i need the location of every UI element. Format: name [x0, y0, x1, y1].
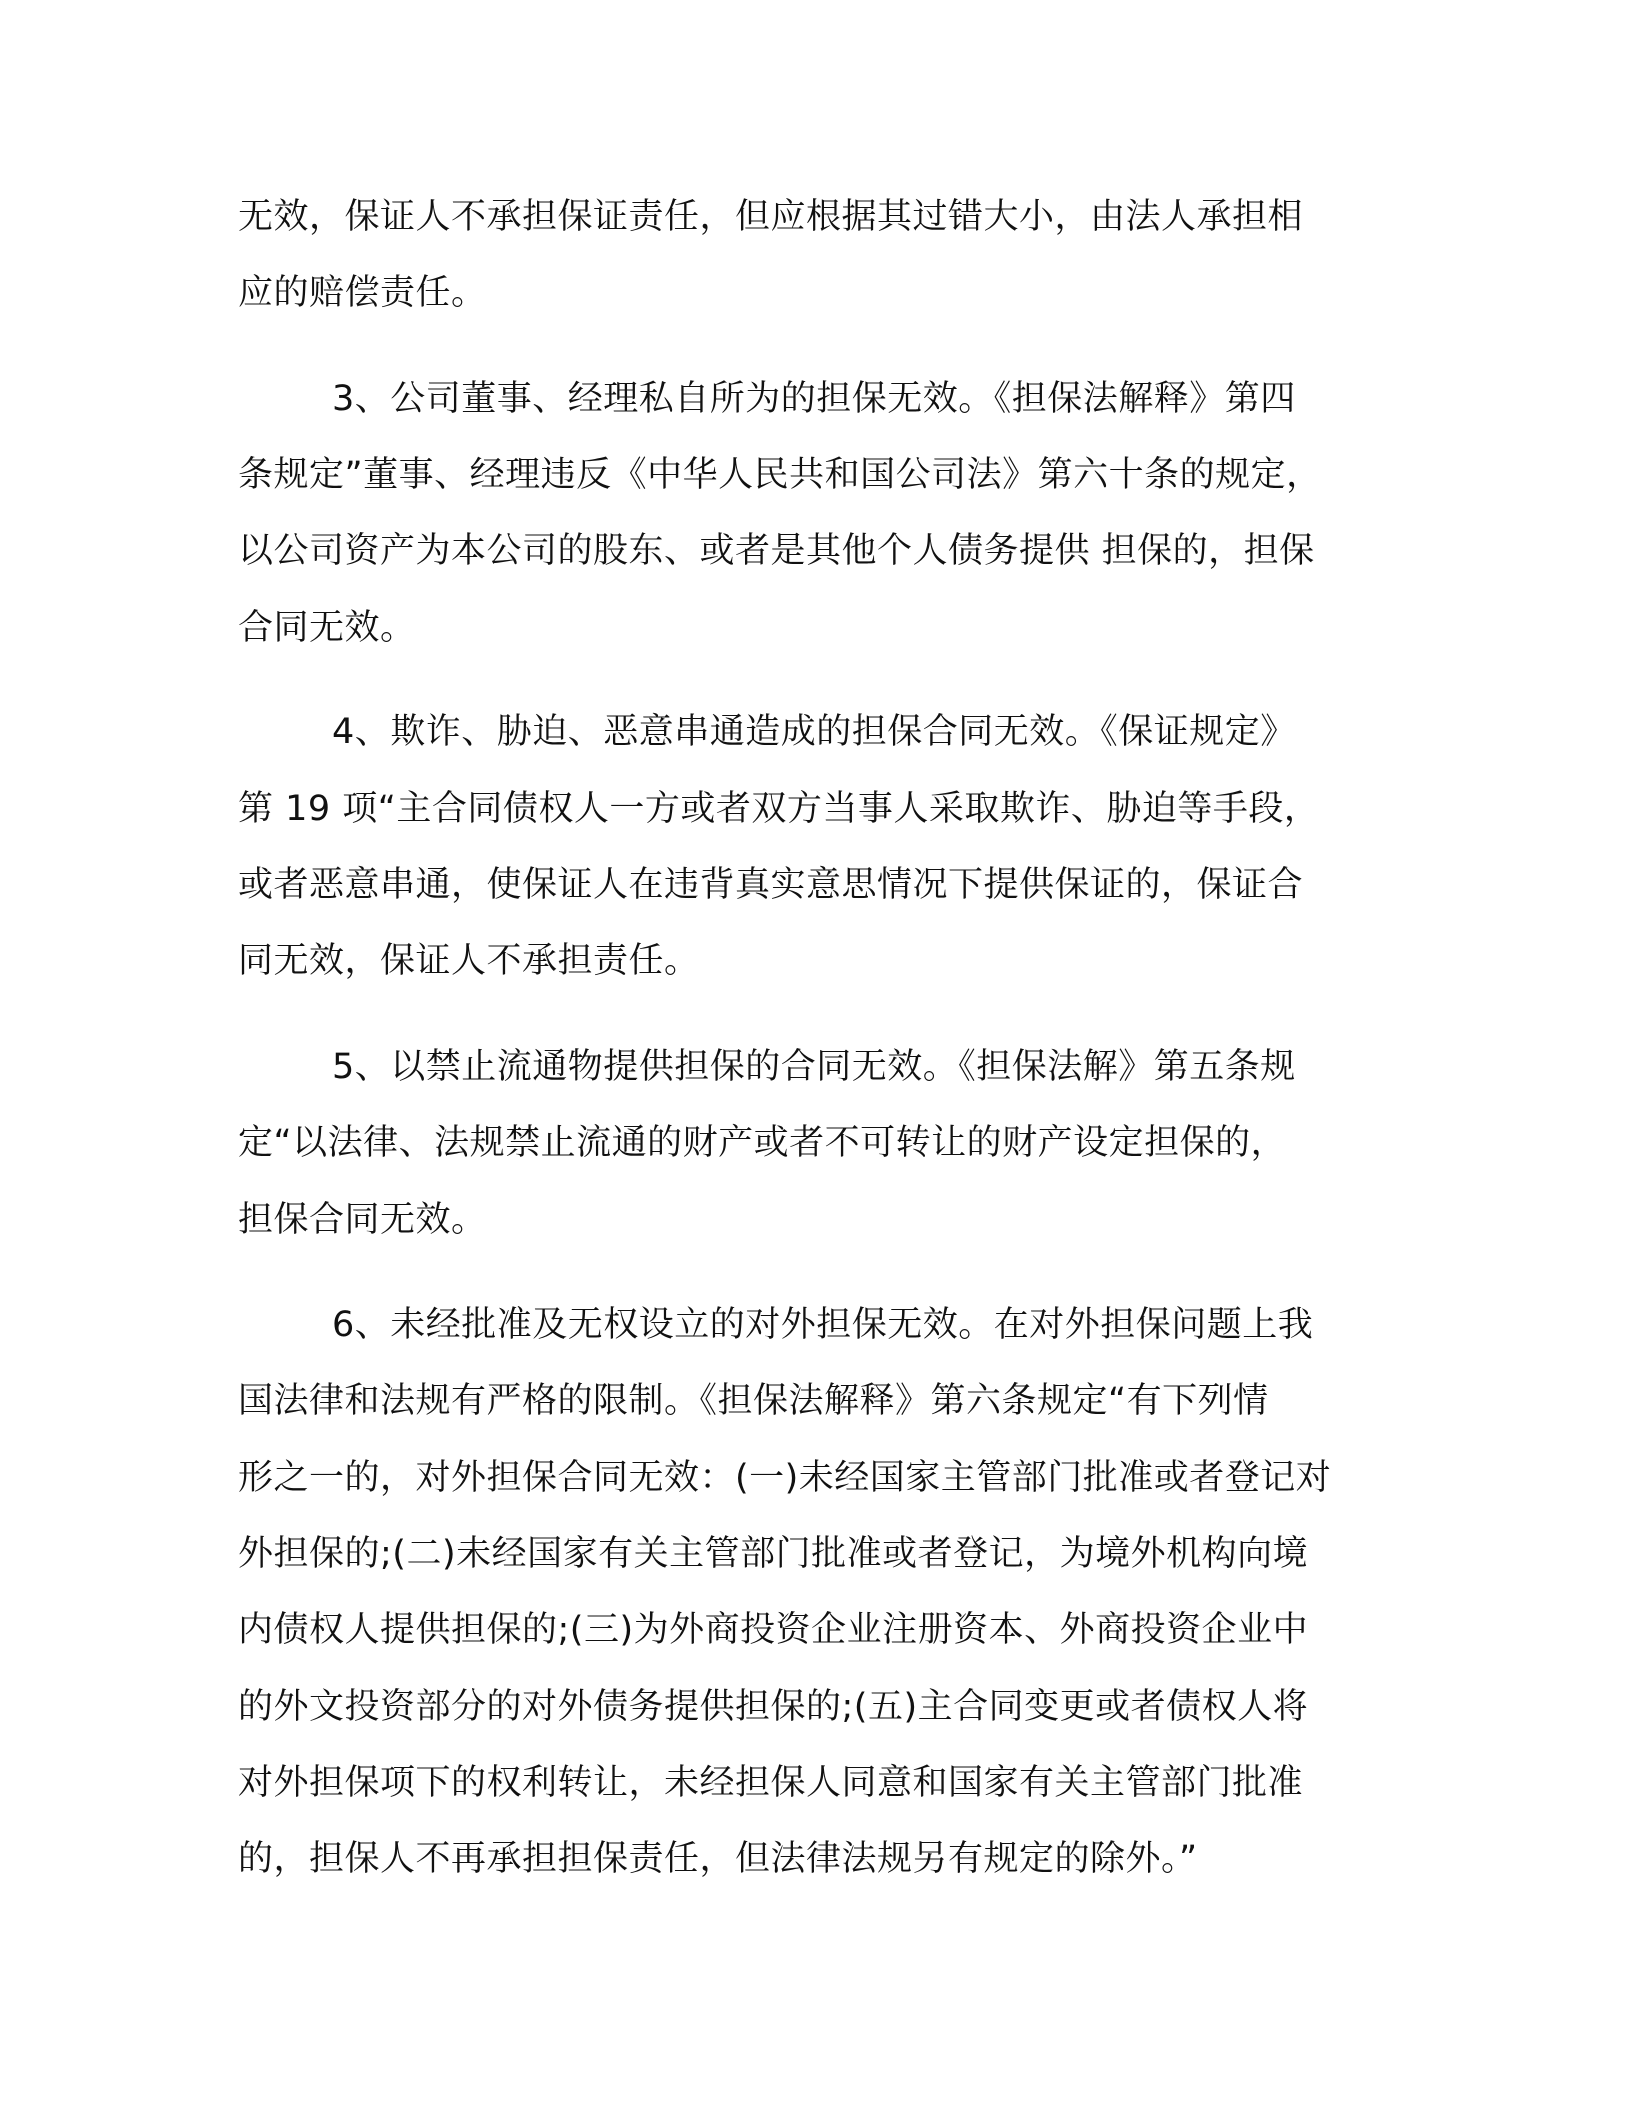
text-line: 外担保的;(二)未经国家有关主管部门批准或者登记，为境外机构向境	[238, 1534, 1309, 1574]
text-line: 第 19 项“主合同债权人一方或者双方当事人采取欺诈、胁迫等手段，	[238, 789, 1320, 829]
text-line: 条规定”董事、经理违反《中华人民共和国公司法》第六十条的规定，	[238, 455, 1322, 495]
text-line: 3、公司董事、经理私自所为的担保无效。《担保法解释》第四	[332, 379, 1296, 419]
text-line: 以公司资产为本公司的股东、或者是其他个人债务提供 担保的，担保	[238, 531, 1315, 571]
text-line: 同无效，保证人不承担责任。	[238, 941, 700, 981]
text-line: 国法律和法规有严格的限制。《担保法解释》第六条规定“有下列情	[238, 1381, 1269, 1421]
text-line: 6、未经批准及无权设立的对外担保无效。在对外担保问题上我	[332, 1305, 1314, 1345]
text-line: 应的赔偿责任。	[238, 273, 487, 313]
text-line: 定“以法律、法规禁止流通的财产或者不可转让的财产设定担保的，	[238, 1123, 1287, 1163]
text-line: 4、欺诈、胁迫、恶意串通造成的担保合同无效。《保证规定》	[332, 712, 1296, 752]
text-line: 5、以禁止流通物提供担保的合同无效。《担保法解》第五条规	[332, 1047, 1296, 1087]
text-line: 形之一的，对外担保合同无效：(一)未经国家主管部门批准或者登记对	[238, 1458, 1332, 1498]
text-line: 内债权人提供担保的;(三)为外商投资企业注册资本、外商投资企业中	[238, 1610, 1309, 1650]
text-line: 的外文投资部分的对外债务提供担保的;(五)主合同变更或者债权人将	[238, 1687, 1309, 1727]
text-line: 合同无效。	[238, 608, 416, 648]
text-line: 或者恶意串通，使保证人在违背真实意思情况下提供保证的，保证合	[238, 865, 1304, 905]
text-line: 担保合同无效。	[238, 1200, 487, 1240]
text-line: 无效，保证人不承担保证责任，但应根据其过错大小，由法人承担相	[238, 197, 1304, 237]
text-line: 对外担保项下的权利转让，未经担保人同意和国家有关主管部门批准	[238, 1763, 1304, 1803]
text-line: 的，担保人不再承担担保责任，但法律法规另有规定的除外。”	[238, 1839, 1198, 1879]
